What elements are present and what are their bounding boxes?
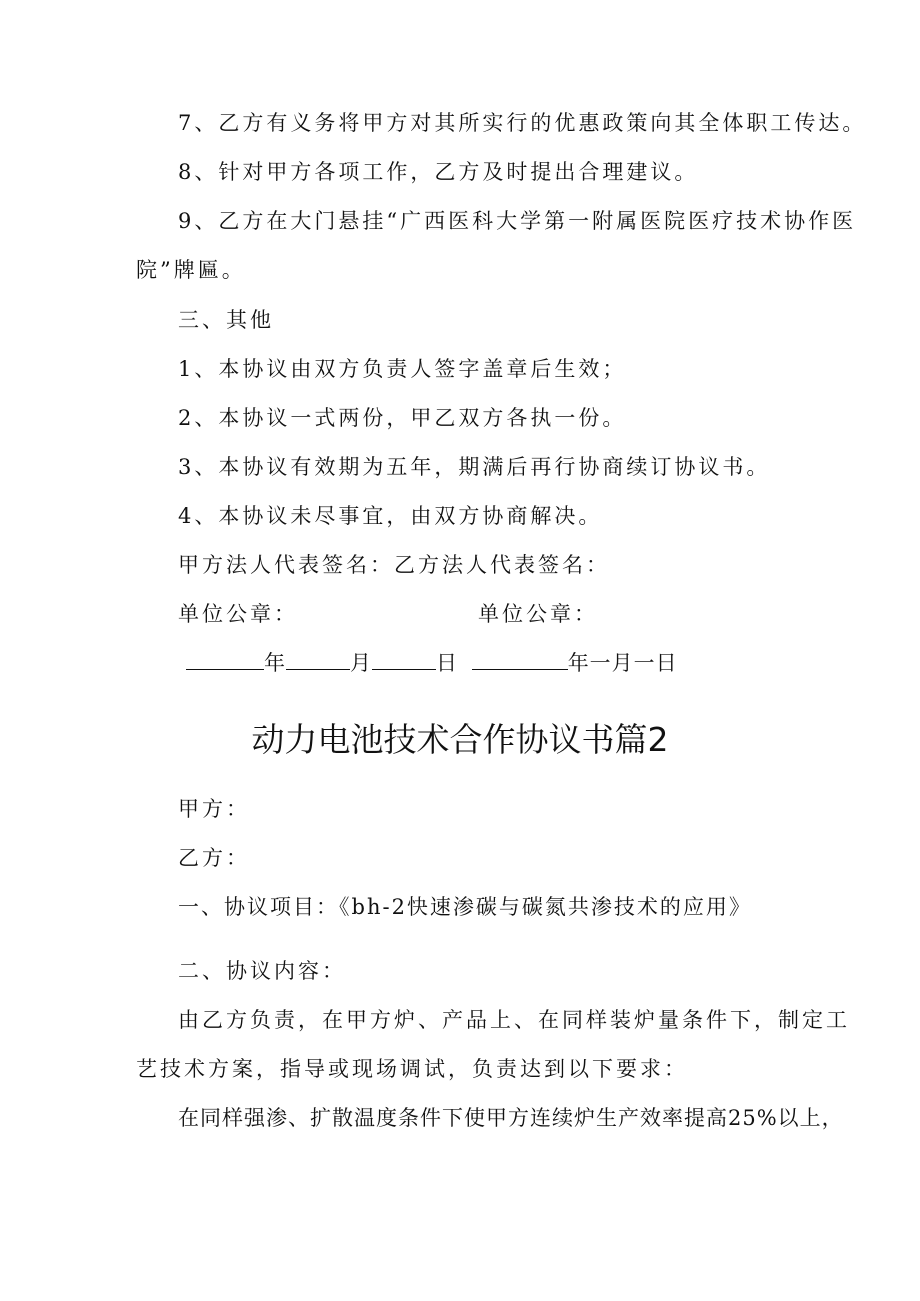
clause-9-line-2: 院”牌匾。 [136,258,246,282]
section-3-item-2: 2、本协议一式两份，甲乙双方各执一份。 [178,406,627,430]
year-blank-b [472,649,568,670]
seal-party-b: 单位公章： [478,602,598,626]
party-a-label: 甲方： [178,797,250,821]
content-paragraph-1-line-2: 艺技术方案，指导或现场调试，负责达到以下要求： [136,1057,688,1081]
party-b-label: 乙方： [178,846,250,870]
content-paragraph-1-line-1: 由乙方负责，在甲方炉、产品上、在同样装炉量条件下，制定工 [178,1008,850,1032]
month-blank-a [286,649,350,670]
year-blank-a [186,649,264,670]
signing-date-line [186,648,678,678]
day-blank-a [372,649,436,670]
document-title: 动力电池技术合作协议书篇2 [251,720,669,759]
day-label-a: 日 [436,651,458,675]
content-paragraph-2-line-1: 在同样强渗、扩散温度条件下使甲方连续炉生产效率提高25%以上， [178,1106,844,1130]
date-label-b: 年一月一日 [567,651,678,675]
year-label-a: 年 [264,651,286,675]
month-label-a: 月 [350,651,372,675]
section-3-heading: 三、其他 [178,308,274,332]
content-heading: 二、协议内容： [178,959,346,983]
agreement-project: 一、协议项目：《bh-2快速渗碳与碳氮共渗技术的应用》 [178,895,752,919]
section-3-item-4: 4、本协议未尽事宜，由双方协商解决。 [178,504,603,528]
clause-8: 8、针对甲方各项工作，乙方及时提出合理建议。 [178,160,699,184]
representative-signatures: 甲方法人代表签名：乙方法人代表签名： [178,553,610,577]
section-3-item-3: 3、本协议有效期为五年，期满后再行协商续订协议书。 [178,455,771,479]
clause-7: 7、乙方有义务将甲方对其所实行的优惠政策向其全体职工传达。 [178,111,867,135]
section-3-item-1: 1、本协议由双方负责人签字盖章后生效； [178,357,627,381]
seal-party-a: 单位公章： [178,602,298,626]
clause-9-line-1: 9、乙方在大门悬挂“广西医科大学第一附属医院医疗技术协作医 [178,209,857,233]
